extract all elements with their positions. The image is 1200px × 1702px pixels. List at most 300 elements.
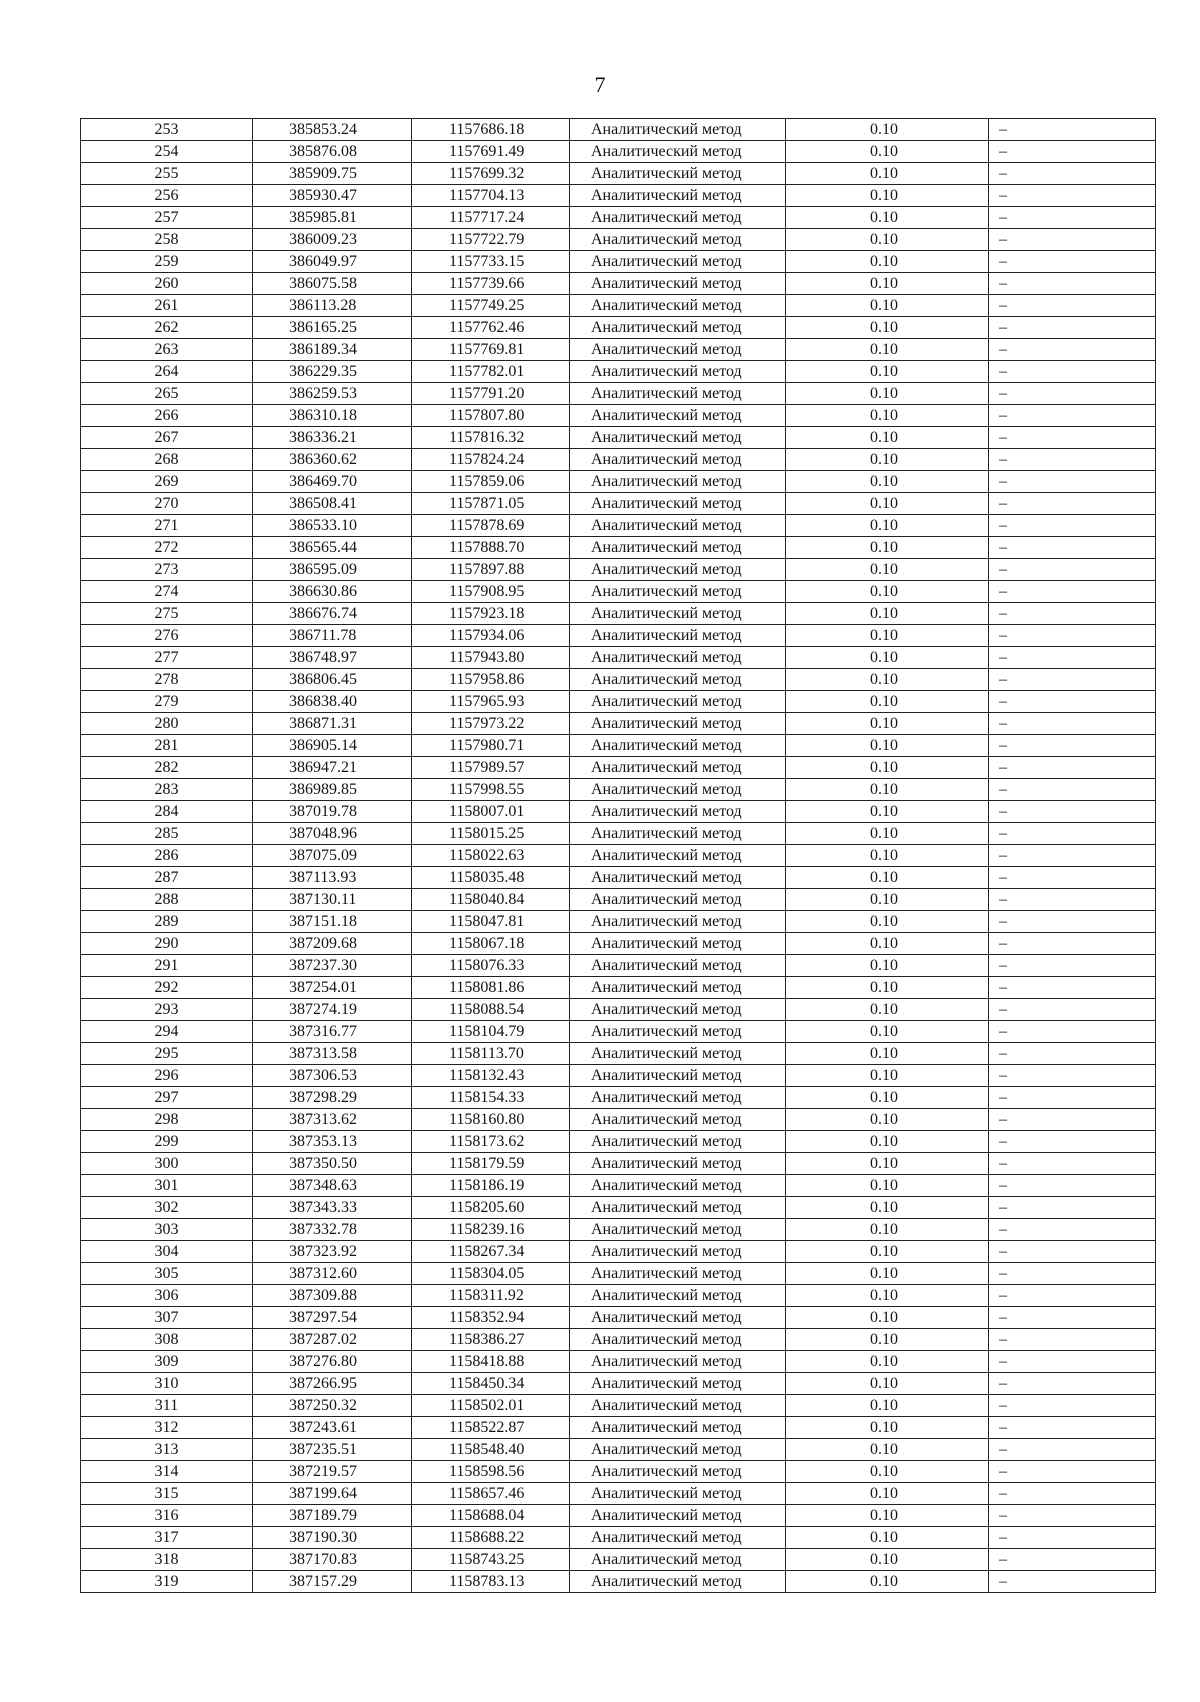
point-number-cell: 259 — [81, 251, 253, 273]
x-coordinate-cell: 387343.33 — [253, 1197, 412, 1219]
x-coordinate-cell: 386806.45 — [253, 669, 412, 691]
method-cell: Аналитический метод — [570, 1175, 786, 1197]
table-row — [81, 427, 1156, 449]
note-cell: – — [989, 735, 1156, 757]
table-row — [81, 647, 1156, 669]
table-row — [81, 1439, 1156, 1461]
note-cell: – — [989, 845, 1156, 867]
error-cell: 0.10 — [786, 383, 989, 405]
table-row — [81, 559, 1156, 581]
error-cell: 0.10 — [786, 1021, 989, 1043]
x-coordinate-cell: 387266.95 — [253, 1373, 412, 1395]
note-cell: – — [989, 339, 1156, 361]
note-cell: – — [989, 625, 1156, 647]
error-cell: 0.10 — [786, 1351, 989, 1373]
point-number-cell: 295 — [81, 1043, 253, 1065]
table-row — [81, 1087, 1156, 1109]
method-cell: Аналитический метод — [570, 801, 786, 823]
note-cell: – — [989, 1197, 1156, 1219]
x-coordinate-cell: 385853.24 — [253, 119, 412, 141]
y-coordinate-cell: 1157943.80 — [412, 647, 570, 669]
note-cell: – — [989, 757, 1156, 779]
method-cell: Аналитический метод — [570, 1197, 786, 1219]
error-cell: 0.10 — [786, 361, 989, 383]
method-cell: Аналитический метод — [570, 713, 786, 735]
error-cell: 0.10 — [786, 999, 989, 1021]
x-coordinate-cell: 387353.13 — [253, 1131, 412, 1153]
coordinates-table — [80, 118, 1156, 1593]
error-cell: 0.10 — [786, 801, 989, 823]
point-number-cell: 284 — [81, 801, 253, 823]
error-cell: 0.10 — [786, 273, 989, 295]
x-coordinate-cell: 386565.44 — [253, 537, 412, 559]
point-number-cell: 282 — [81, 757, 253, 779]
method-cell: Аналитический метод — [570, 119, 786, 141]
table-row — [81, 471, 1156, 493]
x-coordinate-cell: 386630.86 — [253, 581, 412, 603]
table-row — [81, 295, 1156, 317]
x-coordinate-cell: 386113.28 — [253, 295, 412, 317]
method-cell: Аналитический метод — [570, 339, 786, 361]
point-number-cell: 268 — [81, 449, 253, 471]
method-cell: Аналитический метод — [570, 735, 786, 757]
method-cell: Аналитический метод — [570, 427, 786, 449]
x-coordinate-cell: 386229.35 — [253, 361, 412, 383]
note-cell: – — [989, 999, 1156, 1021]
point-number-cell: 292 — [81, 977, 253, 999]
table-row — [81, 1329, 1156, 1351]
error-cell: 0.10 — [786, 515, 989, 537]
point-number-cell: 267 — [81, 427, 253, 449]
y-coordinate-cell: 1157998.55 — [412, 779, 570, 801]
y-coordinate-cell: 1158598.56 — [412, 1461, 570, 1483]
note-cell: – — [989, 405, 1156, 427]
method-cell: Аналитический метод — [570, 823, 786, 845]
y-coordinate-cell: 1157934.06 — [412, 625, 570, 647]
y-coordinate-cell: 1158047.81 — [412, 911, 570, 933]
error-cell: 0.10 — [786, 1065, 989, 1087]
error-cell: 0.10 — [786, 207, 989, 229]
table-row — [81, 1109, 1156, 1131]
x-coordinate-cell: 387316.77 — [253, 1021, 412, 1043]
error-cell: 0.10 — [786, 977, 989, 999]
method-cell: Аналитический метод — [570, 1527, 786, 1549]
x-coordinate-cell: 386508.41 — [253, 493, 412, 515]
error-cell: 0.10 — [786, 1263, 989, 1285]
error-cell: 0.10 — [786, 471, 989, 493]
method-cell: Аналитический метод — [570, 889, 786, 911]
note-cell: – — [989, 427, 1156, 449]
y-coordinate-cell: 1158502.01 — [412, 1395, 570, 1417]
method-cell: Аналитический метод — [570, 1395, 786, 1417]
note-cell: – — [989, 1373, 1156, 1395]
point-number-cell: 305 — [81, 1263, 253, 1285]
y-coordinate-cell: 1157769.81 — [412, 339, 570, 361]
method-cell: Аналитический метод — [570, 361, 786, 383]
note-cell: – — [989, 515, 1156, 537]
point-number-cell: 315 — [81, 1483, 253, 1505]
y-coordinate-cell: 1157691.49 — [412, 141, 570, 163]
table-row — [81, 779, 1156, 801]
x-coordinate-cell: 387313.58 — [253, 1043, 412, 1065]
note-cell: – — [989, 1483, 1156, 1505]
x-coordinate-cell: 387151.18 — [253, 911, 412, 933]
note-cell: – — [989, 493, 1156, 515]
note-cell: – — [989, 559, 1156, 581]
table-row — [81, 1241, 1156, 1263]
note-cell: – — [989, 823, 1156, 845]
method-cell: Аналитический метод — [570, 1351, 786, 1373]
y-coordinate-cell: 1158179.59 — [412, 1153, 570, 1175]
table-row — [81, 845, 1156, 867]
note-cell: – — [989, 1109, 1156, 1131]
point-number-cell: 313 — [81, 1439, 253, 1461]
error-cell: 0.10 — [786, 185, 989, 207]
method-cell: Аналитический метод — [570, 515, 786, 537]
y-coordinate-cell: 1158688.04 — [412, 1505, 570, 1527]
method-cell: Аналитический метод — [570, 1219, 786, 1241]
y-coordinate-cell: 1158311.92 — [412, 1285, 570, 1307]
coordinates-table-body — [81, 119, 1156, 1593]
y-coordinate-cell: 1157699.32 — [412, 163, 570, 185]
x-coordinate-cell: 387075.09 — [253, 845, 412, 867]
y-coordinate-cell: 1157739.66 — [412, 273, 570, 295]
x-coordinate-cell: 387219.57 — [253, 1461, 412, 1483]
error-cell: 0.10 — [786, 163, 989, 185]
note-cell: – — [989, 1351, 1156, 1373]
x-coordinate-cell: 387332.78 — [253, 1219, 412, 1241]
table-row — [81, 867, 1156, 889]
x-coordinate-cell: 385985.81 — [253, 207, 412, 229]
table-row — [81, 449, 1156, 471]
table-row — [81, 1373, 1156, 1395]
note-cell: – — [989, 141, 1156, 163]
point-number-cell: 293 — [81, 999, 253, 1021]
table-row — [81, 185, 1156, 207]
point-number-cell: 266 — [81, 405, 253, 427]
note-cell: – — [989, 713, 1156, 735]
table-row — [81, 691, 1156, 713]
y-coordinate-cell: 1158040.84 — [412, 889, 570, 911]
note-cell: – — [989, 691, 1156, 713]
error-cell: 0.10 — [786, 1219, 989, 1241]
method-cell: Аналитический метод — [570, 581, 786, 603]
table-row — [81, 1571, 1156, 1593]
x-coordinate-cell: 387209.68 — [253, 933, 412, 955]
method-cell: Аналитический метод — [570, 1571, 786, 1593]
method-cell: Аналитический метод — [570, 1109, 786, 1131]
note-cell: – — [989, 779, 1156, 801]
note-cell: – — [989, 1175, 1156, 1197]
point-number-cell: 257 — [81, 207, 253, 229]
method-cell: Аналитический метод — [570, 185, 786, 207]
point-number-cell: 269 — [81, 471, 253, 493]
table-row — [81, 823, 1156, 845]
point-number-cell: 318 — [81, 1549, 253, 1571]
point-number-cell: 300 — [81, 1153, 253, 1175]
x-coordinate-cell: 387309.88 — [253, 1285, 412, 1307]
note-cell: – — [989, 1153, 1156, 1175]
method-cell: Аналитический метод — [570, 955, 786, 977]
x-coordinate-cell: 387276.80 — [253, 1351, 412, 1373]
point-number-cell: 276 — [81, 625, 253, 647]
table-row — [81, 977, 1156, 999]
y-coordinate-cell: 1157791.20 — [412, 383, 570, 405]
y-coordinate-cell: 1158239.16 — [412, 1219, 570, 1241]
y-coordinate-cell: 1157782.01 — [412, 361, 570, 383]
error-cell: 0.10 — [786, 1153, 989, 1175]
point-number-cell: 310 — [81, 1373, 253, 1395]
y-coordinate-cell: 1158154.33 — [412, 1087, 570, 1109]
method-cell: Аналитический метод — [570, 1131, 786, 1153]
table-row — [81, 999, 1156, 1021]
table-row — [81, 1505, 1156, 1527]
error-cell: 0.10 — [786, 845, 989, 867]
y-coordinate-cell: 1158067.18 — [412, 933, 570, 955]
table-row — [81, 911, 1156, 933]
table-row — [81, 1527, 1156, 1549]
y-coordinate-cell: 1157923.18 — [412, 603, 570, 625]
point-number-cell: 304 — [81, 1241, 253, 1263]
error-cell: 0.10 — [786, 405, 989, 427]
error-cell: 0.10 — [786, 1483, 989, 1505]
method-cell: Аналитический метод — [570, 1373, 786, 1395]
point-number-cell: 285 — [81, 823, 253, 845]
y-coordinate-cell: 1157878.69 — [412, 515, 570, 537]
note-cell: – — [989, 1505, 1156, 1527]
method-cell: Аналитический метод — [570, 1329, 786, 1351]
x-coordinate-cell: 387312.60 — [253, 1263, 412, 1285]
error-cell: 0.10 — [786, 1505, 989, 1527]
error-cell: 0.10 — [786, 889, 989, 911]
note-cell: – — [989, 603, 1156, 625]
y-coordinate-cell: 1157897.88 — [412, 559, 570, 581]
method-cell: Аналитический метод — [570, 625, 786, 647]
y-coordinate-cell: 1158548.40 — [412, 1439, 570, 1461]
point-number-cell: 271 — [81, 515, 253, 537]
x-coordinate-cell: 386838.40 — [253, 691, 412, 713]
note-cell: – — [989, 801, 1156, 823]
x-coordinate-cell: 386748.97 — [253, 647, 412, 669]
table-row — [81, 1351, 1156, 1373]
x-coordinate-cell: 386310.18 — [253, 405, 412, 427]
table-row — [81, 1219, 1156, 1241]
method-cell: Аналитический метод — [570, 1417, 786, 1439]
x-coordinate-cell: 386676.74 — [253, 603, 412, 625]
table-row — [81, 581, 1156, 603]
table-row — [81, 1197, 1156, 1219]
method-cell: Аналитический метод — [570, 317, 786, 339]
method-cell: Аналитический метод — [570, 1153, 786, 1175]
y-coordinate-cell: 1158160.80 — [412, 1109, 570, 1131]
table-row — [81, 361, 1156, 383]
point-number-cell: 275 — [81, 603, 253, 625]
error-cell: 0.10 — [786, 713, 989, 735]
table-row — [81, 405, 1156, 427]
y-coordinate-cell: 1157965.93 — [412, 691, 570, 713]
method-cell: Аналитический метод — [570, 1285, 786, 1307]
y-coordinate-cell: 1158022.63 — [412, 845, 570, 867]
x-coordinate-cell: 385909.75 — [253, 163, 412, 185]
x-coordinate-cell: 386336.21 — [253, 427, 412, 449]
table-row — [81, 1021, 1156, 1043]
note-cell: – — [989, 1571, 1156, 1593]
x-coordinate-cell: 387113.93 — [253, 867, 412, 889]
table-row — [81, 515, 1156, 537]
point-number-cell: 306 — [81, 1285, 253, 1307]
method-cell: Аналитический метод — [570, 1043, 786, 1065]
note-cell: – — [989, 383, 1156, 405]
method-cell: Аналитический метод — [570, 911, 786, 933]
note-cell: – — [989, 1021, 1156, 1043]
point-number-cell: 296 — [81, 1065, 253, 1087]
error-cell: 0.10 — [786, 625, 989, 647]
method-cell: Аналитический метод — [570, 163, 786, 185]
x-coordinate-cell: 387189.79 — [253, 1505, 412, 1527]
y-coordinate-cell: 1157816.32 — [412, 427, 570, 449]
method-cell: Аналитический метод — [570, 1087, 786, 1109]
y-coordinate-cell: 1158132.43 — [412, 1065, 570, 1087]
point-number-cell: 302 — [81, 1197, 253, 1219]
y-coordinate-cell: 1158386.27 — [412, 1329, 570, 1351]
note-cell: – — [989, 273, 1156, 295]
point-number-cell: 312 — [81, 1417, 253, 1439]
y-coordinate-cell: 1157807.80 — [412, 405, 570, 427]
method-cell: Аналитический метод — [570, 141, 786, 163]
error-cell: 0.10 — [786, 603, 989, 625]
error-cell: 0.10 — [786, 493, 989, 515]
y-coordinate-cell: 1158450.34 — [412, 1373, 570, 1395]
y-coordinate-cell: 1157824.24 — [412, 449, 570, 471]
x-coordinate-cell: 387250.32 — [253, 1395, 412, 1417]
y-coordinate-cell: 1158104.79 — [412, 1021, 570, 1043]
error-cell: 0.10 — [786, 537, 989, 559]
error-cell: 0.10 — [786, 757, 989, 779]
point-number-cell: 270 — [81, 493, 253, 515]
method-cell: Аналитический метод — [570, 1241, 786, 1263]
note-cell: – — [989, 207, 1156, 229]
y-coordinate-cell: 1157749.25 — [412, 295, 570, 317]
y-coordinate-cell: 1158088.54 — [412, 999, 570, 1021]
x-coordinate-cell: 387350.50 — [253, 1153, 412, 1175]
point-number-cell: 262 — [81, 317, 253, 339]
x-coordinate-cell: 387306.53 — [253, 1065, 412, 1087]
note-cell: – — [989, 119, 1156, 141]
y-coordinate-cell: 1158267.34 — [412, 1241, 570, 1263]
table-row — [81, 757, 1156, 779]
note-cell: – — [989, 1241, 1156, 1263]
note-cell: – — [989, 1043, 1156, 1065]
point-number-cell: 287 — [81, 867, 253, 889]
table-row — [81, 801, 1156, 823]
point-number-cell: 297 — [81, 1087, 253, 1109]
y-coordinate-cell: 1157717.24 — [412, 207, 570, 229]
method-cell: Аналитический метод — [570, 1065, 786, 1087]
x-coordinate-cell: 386189.34 — [253, 339, 412, 361]
x-coordinate-cell: 387254.01 — [253, 977, 412, 999]
point-number-cell: 274 — [81, 581, 253, 603]
error-cell: 0.10 — [786, 1131, 989, 1153]
error-cell: 0.10 — [786, 1571, 989, 1593]
note-cell: – — [989, 1395, 1156, 1417]
y-coordinate-cell: 1157733.15 — [412, 251, 570, 273]
method-cell: Аналитический метод — [570, 229, 786, 251]
x-coordinate-cell: 387157.29 — [253, 1571, 412, 1593]
method-cell: Аналитический метод — [570, 933, 786, 955]
method-cell: Аналитический метод — [570, 977, 786, 999]
y-coordinate-cell: 1158304.05 — [412, 1263, 570, 1285]
table-row — [81, 1175, 1156, 1197]
table-row — [81, 625, 1156, 647]
table-row — [81, 119, 1156, 141]
method-cell: Аналитический метод — [570, 1021, 786, 1043]
note-cell: – — [989, 251, 1156, 273]
error-cell: 0.10 — [786, 559, 989, 581]
error-cell: 0.10 — [786, 669, 989, 691]
table-row — [81, 713, 1156, 735]
table-row — [81, 273, 1156, 295]
method-cell: Аналитический метод — [570, 1439, 786, 1461]
x-coordinate-cell: 386360.62 — [253, 449, 412, 471]
note-cell: – — [989, 471, 1156, 493]
note-cell: – — [989, 317, 1156, 339]
point-number-cell: 298 — [81, 1109, 253, 1131]
method-cell: Аналитический метод — [570, 669, 786, 691]
y-coordinate-cell: 1157908.95 — [412, 581, 570, 603]
point-number-cell: 314 — [81, 1461, 253, 1483]
table-row — [81, 1043, 1156, 1065]
note-cell: – — [989, 647, 1156, 669]
note-cell: – — [989, 1461, 1156, 1483]
note-cell: – — [989, 1087, 1156, 1109]
table-row — [81, 1065, 1156, 1087]
table-row — [81, 251, 1156, 273]
point-number-cell: 283 — [81, 779, 253, 801]
y-coordinate-cell: 1158076.33 — [412, 955, 570, 977]
y-coordinate-cell: 1158783.13 — [412, 1571, 570, 1593]
x-coordinate-cell: 385930.47 — [253, 185, 412, 207]
y-coordinate-cell: 1158522.87 — [412, 1417, 570, 1439]
point-number-cell: 286 — [81, 845, 253, 867]
table-row — [81, 889, 1156, 911]
note-cell: – — [989, 163, 1156, 185]
x-coordinate-cell: 386595.09 — [253, 559, 412, 581]
point-number-cell: 272 — [81, 537, 253, 559]
method-cell: Аналитический метод — [570, 647, 786, 669]
note-cell: – — [989, 229, 1156, 251]
x-coordinate-cell: 387048.96 — [253, 823, 412, 845]
x-coordinate-cell: 386259.53 — [253, 383, 412, 405]
x-coordinate-cell: 385876.08 — [253, 141, 412, 163]
note-cell: – — [989, 1549, 1156, 1571]
table-row — [81, 537, 1156, 559]
point-number-cell: 299 — [81, 1131, 253, 1153]
y-coordinate-cell: 1158035.48 — [412, 867, 570, 889]
point-number-cell: 290 — [81, 933, 253, 955]
error-cell: 0.10 — [786, 581, 989, 603]
note-cell: – — [989, 955, 1156, 977]
note-cell: – — [989, 537, 1156, 559]
error-cell: 0.10 — [786, 779, 989, 801]
error-cell: 0.10 — [786, 1549, 989, 1571]
error-cell: 0.10 — [786, 911, 989, 933]
x-coordinate-cell: 386533.10 — [253, 515, 412, 537]
point-number-cell: 265 — [81, 383, 253, 405]
table-row — [81, 317, 1156, 339]
error-cell: 0.10 — [786, 141, 989, 163]
method-cell: Аналитический метод — [570, 537, 786, 559]
method-cell: Аналитический метод — [570, 1263, 786, 1285]
